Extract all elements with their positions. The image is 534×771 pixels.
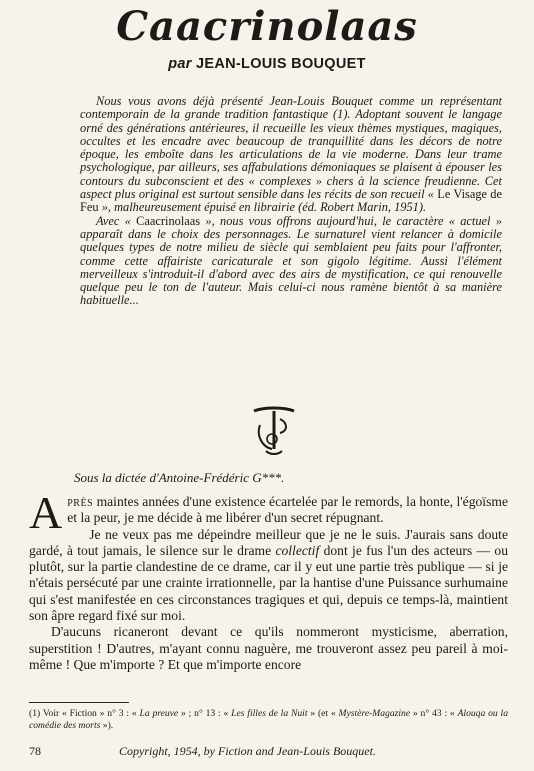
footnote-title-3: Mystère-Magazine xyxy=(338,708,411,719)
body-p1-text: maintes années d'une existence écartelée par le remords, la honte, l'égoïsme et la peur, je me décide à me libérer d'un secret répugnant. xyxy=(67,494,508,526)
story-title: Caacrinolaas xyxy=(116,3,418,50)
footnote-part-b: » ; n° 13 : « xyxy=(178,708,232,719)
byline-author: JEAN-LOUIS BOUQUET xyxy=(196,56,366,72)
body-p2-start: Je ne veux pas me dépeindre meilleur que je ne le suis. J'aurais sans doute gardé, à tout jamais, le silence sur le drame xyxy=(29,526,508,558)
intro-book-title: Le Visage de Feu xyxy=(80,187,502,215)
dictation-attribution: Sous la dictée d'Antoine-Frédéric G***. xyxy=(74,470,285,485)
intro-paragraph-1 xyxy=(80,95,502,215)
byline-prefix: par xyxy=(168,56,192,72)
intro-paragraph-2 xyxy=(80,215,502,308)
editorial-introduction xyxy=(80,95,502,308)
footnote xyxy=(29,708,508,731)
intro-p1-text: Nous vous avons déjà présenté Jean-Louis Bouquet comme un représentant contemporain de la grande tradition fantastique (1). Adoptant souvent le langage orné des générations antérieures, il recueille les vieux thèmes mystiques, magiques, occultes et les encadre avec beaucoup de tranquillité dans les décors de notre époque, les emboîte dans les articulations de la vie moderne. Dans leur trame psychologique, par ailleurs, ses affabulations démoniaques se plaisent à épouser les contours du subconscient et des « complexes » chers à la science freudienne. Cet aspect plus original est surtout sensible dans les récits de son recueil « xyxy=(80,94,502,202)
lead-small-caps: près xyxy=(67,494,94,509)
body-paragraph-1 xyxy=(29,487,508,538)
footnote-part-e: »). xyxy=(100,719,114,731)
intro-p2-start: Avec « xyxy=(96,213,131,228)
footnote-part-a: (1) Voir « Fiction » n° 3 : « xyxy=(29,708,140,719)
footnote-title-2: Les filles de la Nuit xyxy=(231,708,308,719)
intro-story-title: Caacrinolaas xyxy=(136,213,201,228)
ornament-vignette-icon xyxy=(250,405,298,457)
footnote-title-4: Alouqa ou la comédie des morts xyxy=(29,708,508,731)
byline xyxy=(0,56,534,72)
footnote-rule xyxy=(29,702,129,703)
footnote-part-d: » n° 43 : « xyxy=(410,708,458,719)
body-p2-emphasis: collectif xyxy=(275,542,320,558)
intro-p2-text: », nous vous offrons aujourd'hui, le caractère « actuel » apparaît dans le choix des personnages. Le surnaturel vient relancer à domicile quelques types de notre milieu de siècle qui semblaient peu faits pour l'affronter, comme cette affairiste caricaturale et son gigolo légitime. Aussi l'élément merveilleux s'introduit-il d'abord avec des airs de mystification, ce qui renouvelle quelque peu le ton de l'auteur. Mais celui-ci nous ramène bientôt à sa manière habituelle... xyxy=(80,213,502,308)
footnote-title-1: La preuve xyxy=(139,708,179,719)
intro-p1-end: », malheureusement épuisé en librairie (éd. Robert Marin, 1951). xyxy=(101,200,427,215)
body-paragraph-3: D'aucuns ricaneront devant ce qu'ils nommeront mysticisme, aberration, superstition ! D'autres, m'ayant connu naguère, me trouveront assez peu pareil à moi-même ! Que m'importe ? Et que m'importe encore xyxy=(29,624,508,672)
body-paragraph-2 xyxy=(29,527,508,625)
page-number: 78 xyxy=(29,744,41,758)
copyright-line: Copyright, 1954, by Fiction and Jean-Louis Bouquet. xyxy=(119,744,376,758)
body-p2-end: dont je fus l'un des acteurs — ou plutôt, sur la partie clandestine de ce drame, car il y eut une partie très publique — si je n'étais persécuté par une crainte irrationnelle, par la hantise d'une Puissance surhumaine qui s'est manifestée en ces circonstances tragiques et qui, depuis ce temps-là, maintient son âpre regard fixé sur moi. xyxy=(29,542,508,624)
drop-cap: A xyxy=(29,487,63,538)
story-body xyxy=(29,487,508,673)
footnote-part-c: » (et « xyxy=(307,708,339,719)
